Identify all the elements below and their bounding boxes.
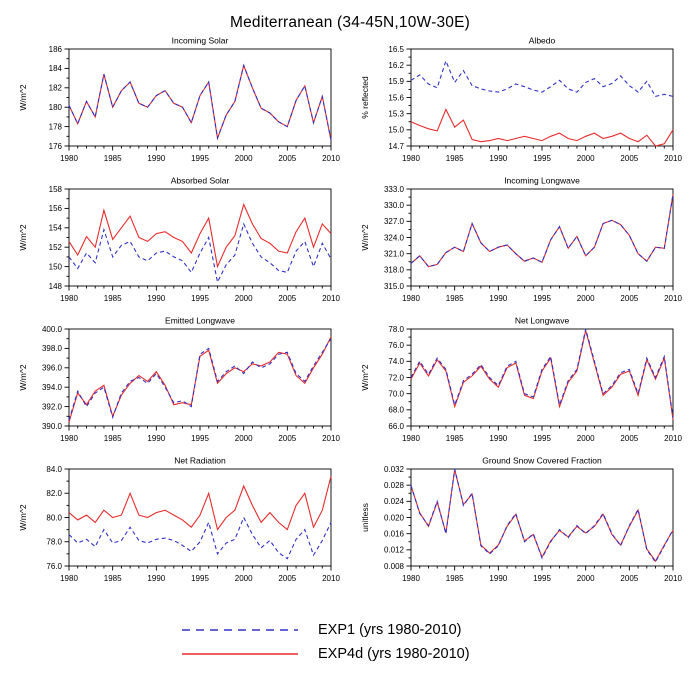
chart-title: Incoming Solar [171, 35, 229, 46]
series-line-exp4d [411, 109, 673, 146]
y-axis-label: W/m^2 [18, 364, 28, 391]
y-tick-label: 150 [48, 262, 62, 272]
chart-title: Albedo [528, 35, 556, 46]
plot-frame [411, 189, 673, 286]
plot-frame [411, 49, 673, 146]
x-tick-label: 1985 [445, 574, 464, 583]
x-tick-label: 1985 [445, 154, 464, 163]
x-tick-label: 2010 [664, 434, 682, 443]
y-tick-label: 0.008 [383, 561, 404, 571]
y-axis-label: unitless [360, 503, 370, 532]
y-tick-label: 327.0 [383, 217, 404, 227]
y-tick-label: 0.012 [383, 545, 404, 555]
y-tick-label: 321.0 [383, 249, 404, 259]
exp4d-solid-line-sample [180, 646, 300, 662]
chart-title: Absorbed Solar [170, 175, 230, 186]
chart-svg-incoming-solar [11, 34, 347, 174]
x-tick-label: 2000 [576, 434, 595, 443]
x-tick-label: 1985 [103, 574, 122, 583]
legend-entry-exp1 [180, 622, 520, 638]
chart-title: Emitted Longwave [165, 315, 235, 326]
y-tick-label: 400.0 [41, 324, 62, 334]
y-tick-label: 15.0 [388, 125, 404, 135]
y-tick-label: 76.0 [388, 340, 404, 350]
y-tick-label: 16.5 [388, 44, 404, 54]
chart-svg-ground-snow-covered-fraction [353, 454, 689, 594]
y-tick-label: 68.0 [388, 405, 404, 415]
chart-ground-snow-covered-fraction [353, 454, 689, 594]
x-tick-label: 1990 [147, 574, 166, 583]
series-line-exp1 [411, 194, 673, 266]
y-tick-label: 16.2 [388, 60, 404, 70]
y-axis-label: W/m^2 [360, 224, 370, 251]
x-tick-label: 2000 [576, 154, 595, 163]
x-tick-label: 1995 [533, 574, 551, 583]
x-tick-label: 1995 [191, 294, 209, 303]
y-tick-label: 330.0 [383, 200, 404, 210]
chart-title: Net Radiation [174, 455, 226, 466]
legend-entry-exp4d [180, 646, 520, 662]
y-tick-label: 14.7 [388, 141, 404, 151]
x-tick-label: 2010 [664, 294, 682, 303]
x-tick-label: 2000 [576, 294, 595, 303]
x-tick-label: 2010 [664, 574, 682, 583]
y-tick-label: 0.028 [383, 480, 404, 490]
y-tick-label: 396.0 [41, 363, 62, 373]
chart-title: Net Longwave [514, 315, 570, 326]
y-tick-label: 0.032 [383, 464, 404, 474]
x-tick-label: 1995 [533, 154, 551, 163]
y-tick-label: 0.016 [383, 529, 404, 539]
x-tick-label: 2005 [620, 434, 639, 443]
y-tick-label: 152 [48, 243, 62, 252]
series-line-exp1 [411, 329, 673, 418]
plot-frame [411, 329, 673, 426]
x-tick-label: 1980 [402, 294, 420, 303]
x-tick-label: 2005 [620, 574, 639, 583]
chart-albedo [353, 34, 689, 174]
x-tick-label: 1990 [147, 154, 166, 163]
x-tick-label: 2010 [322, 294, 340, 303]
chart-svg-incoming-longwave [353, 174, 689, 314]
chart-svg-emitted-longwave [11, 314, 347, 454]
y-tick-label: 148 [48, 281, 62, 291]
y-tick-label: 74.0 [388, 357, 404, 367]
chart-incoming-solar [11, 34, 347, 174]
y-tick-label: 156 [48, 204, 62, 214]
x-tick-label: 1990 [147, 434, 166, 443]
x-tick-label: 1995 [191, 574, 209, 583]
x-tick-label: 2000 [234, 574, 253, 583]
y-tick-label: 78.0 [388, 324, 404, 334]
x-tick-label: 1995 [533, 434, 551, 443]
y-tick-label: 0.024 [383, 497, 404, 507]
x-tick-label: 2000 [576, 574, 595, 583]
series-line-exp1 [69, 339, 331, 421]
x-tick-label: 1985 [103, 154, 122, 163]
chart-svg-albedo [353, 34, 689, 174]
y-axis-label: W/m^2 [360, 364, 370, 391]
series-line-exp1 [69, 66, 331, 141]
y-tick-label: 15.3 [388, 109, 404, 119]
x-tick-label: 2010 [664, 154, 682, 163]
chart-title: Incoming Longwave [504, 175, 580, 186]
plot-frame [69, 329, 331, 426]
y-tick-label: 186 [48, 44, 62, 54]
y-tick-label: 184 [48, 64, 62, 74]
y-tick-label: 318.0 [383, 265, 404, 275]
legend [0, 622, 700, 662]
y-axis-label: W/m^2 [18, 504, 28, 531]
x-tick-label: 2010 [322, 434, 340, 443]
y-tick-label: 154 [48, 223, 62, 233]
chart-net-radiation [11, 454, 347, 594]
x-tick-label: 2000 [234, 434, 253, 443]
series-line-exp4d [69, 337, 331, 422]
charts-grid [0, 34, 700, 594]
y-axis-label: W/m^2 [18, 224, 28, 251]
x-tick-label: 2005 [278, 294, 297, 303]
x-tick-label: 1990 [147, 294, 166, 303]
y-tick-label: 158 [48, 184, 62, 194]
chart-emitted-longwave [11, 314, 347, 454]
plot-frame [69, 49, 331, 146]
y-tick-label: 80.0 [46, 513, 62, 523]
y-tick-label: 0.020 [383, 513, 404, 523]
x-tick-label: 2000 [234, 154, 253, 163]
y-tick-label: 392.0 [41, 402, 62, 412]
y-tick-label: 15.9 [388, 77, 404, 87]
x-tick-label: 1990 [489, 434, 508, 443]
x-tick-label: 1980 [60, 294, 78, 303]
y-tick-label: 398.0 [41, 344, 62, 354]
x-tick-label: 1990 [489, 154, 508, 163]
y-tick-label: 70.0 [388, 389, 404, 399]
y-tick-label: 333.0 [383, 184, 404, 194]
x-tick-label: 1980 [402, 434, 420, 443]
chart-net-longwave [353, 314, 689, 454]
y-tick-label: 324.0 [383, 233, 404, 243]
x-tick-label: 1995 [191, 434, 209, 443]
chart-svg-absorbed-solar [11, 174, 347, 314]
x-tick-label: 1990 [489, 574, 508, 583]
x-tick-label: 1985 [445, 434, 464, 443]
series-line-exp4d [411, 194, 673, 266]
x-tick-label: 1985 [445, 294, 464, 303]
series-line-exp1 [411, 61, 673, 97]
legend-label-exp1: EXP1 (yrs 1980-2010) [318, 622, 462, 638]
series-line-exp1 [69, 518, 331, 559]
y-tick-label: 66.0 [388, 421, 404, 431]
series-line-exp4d [411, 331, 673, 420]
y-tick-label: 394.0 [41, 383, 62, 392]
x-tick-label: 1995 [533, 294, 551, 303]
x-tick-label: 2000 [234, 294, 253, 303]
y-axis-label: % reflected [360, 76, 370, 119]
chart-svg-net-longwave [353, 314, 689, 454]
chart-svg-net-radiation [11, 454, 347, 594]
x-tick-label: 1980 [402, 154, 420, 163]
y-tick-label: 182 [48, 83, 62, 93]
x-tick-label: 2005 [278, 154, 297, 163]
y-tick-label: 76.0 [46, 561, 62, 571]
x-tick-label: 2005 [278, 434, 297, 443]
x-tick-label: 2005 [278, 574, 297, 583]
y-tick-label: 15.6 [388, 93, 404, 103]
x-tick-label: 2005 [620, 294, 639, 303]
x-tick-label: 1995 [191, 154, 209, 163]
series-line-exp4d [69, 66, 331, 141]
page-title: Mediterranean (34-45N,10W-30E) [229, 14, 471, 31]
y-tick-label: 84.0 [46, 464, 62, 474]
y-tick-label: 176 [48, 141, 62, 151]
exp1-dashed-line-sample [180, 622, 300, 638]
chart-incoming-longwave [353, 174, 689, 314]
x-tick-label: 1980 [60, 434, 78, 443]
y-tick-label: 78.0 [46, 537, 62, 547]
x-tick-label: 1980 [60, 154, 78, 163]
x-tick-label: 1980 [402, 574, 420, 583]
x-tick-label: 2010 [322, 154, 340, 163]
legend-label-exp4d: EXP4d (yrs 1980-2010) [318, 646, 470, 662]
y-tick-label: 178 [48, 122, 62, 132]
x-tick-label: 2005 [620, 154, 639, 163]
plot-frame [69, 189, 331, 286]
x-tick-label: 2010 [322, 574, 340, 583]
chart-absorbed-solar [11, 174, 347, 314]
chart-title: Ground Snow Covered Fraction [482, 455, 602, 466]
series-line-exp4d [69, 476, 331, 529]
series-line-exp4d [69, 205, 331, 267]
x-tick-label: 1990 [489, 294, 508, 303]
x-tick-label: 1985 [103, 294, 122, 303]
y-tick-label: 390.0 [41, 421, 62, 431]
x-tick-label: 1985 [103, 434, 122, 443]
y-tick-label: 72.0 [388, 373, 404, 383]
y-axis-label: W/m^2 [18, 84, 28, 111]
series-line-exp1 [411, 469, 673, 562]
y-tick-label: 180 [48, 103, 62, 112]
y-tick-label: 82.0 [46, 489, 62, 499]
x-tick-label: 1980 [60, 574, 78, 583]
y-tick-label: 315.0 [383, 281, 404, 291]
series-line-exp4d [411, 470, 673, 561]
